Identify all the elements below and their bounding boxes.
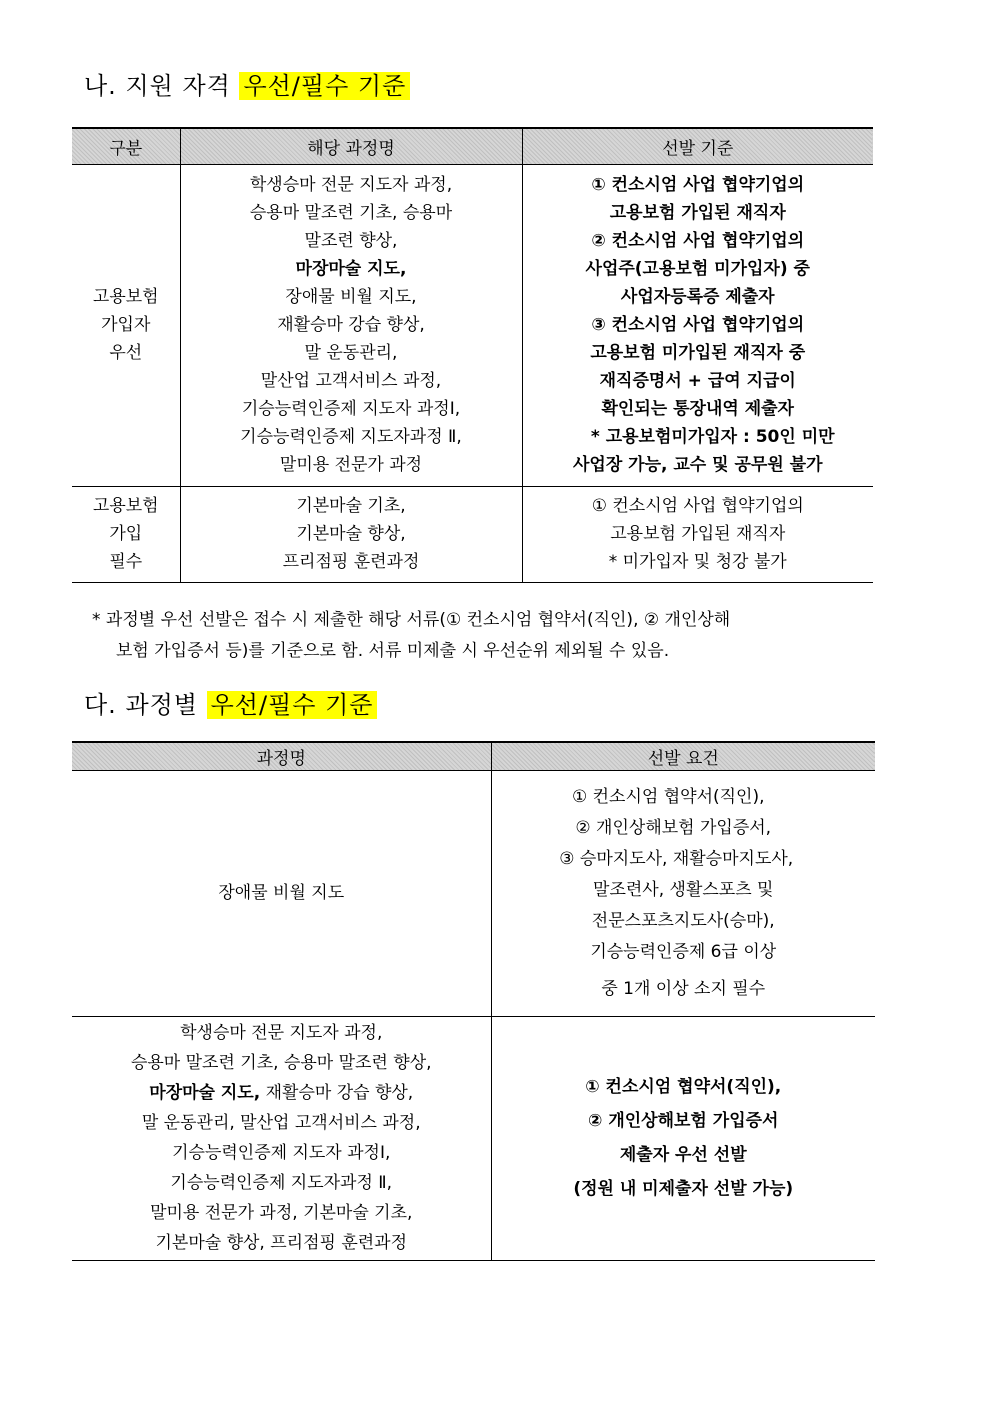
criteria-line: 사업주(고용보험 미가입자) 중 — [585, 259, 810, 279]
criteria-line: 재직증명서 + 급여 지급이 — [599, 371, 796, 391]
course-line — [72, 1198, 491, 1228]
category-line: 우선 — [109, 343, 143, 363]
course-line: 학생승마 전문 지도자 과정, — [249, 175, 453, 195]
note-line: 보험 가입증서 등)를 기준으로 함. 서류 미제출 시 우선순위 제외될 수 있음. — [116, 641, 670, 661]
requirement-line: 제출자 우선 선발 — [619, 1145, 747, 1165]
course-text: 말 운동관리, 말산업 고객서비스 과정, — [141, 1113, 421, 1133]
criteria-cell — [522, 164, 873, 486]
criteria-line: 고용보험 가입된 재직자 — [610, 524, 786, 544]
section-na-heading — [84, 66, 410, 101]
requirement-line: 전문스포츠지도사(승마), — [591, 910, 775, 931]
criteria-line: 고용보험 미가입된 재직자 중 — [590, 343, 806, 363]
course-line — [72, 1168, 491, 1198]
course-line: 말 운동관리, — [304, 343, 398, 363]
requirements-cell — [491, 1016, 875, 1260]
criteria-line: 사업장 가능, 교수 및 공무원 불가 — [572, 455, 823, 475]
category-line: 고용보험 — [92, 287, 159, 307]
note-line: * 과정별 우선 선발은 접수 시 제출한 해당 서류(① 컨소시엄 협약서(직인), ② 개인상해 — [92, 610, 731, 630]
category-cell — [72, 164, 180, 486]
category-line: 필수 — [109, 552, 143, 572]
course-line — [72, 1228, 491, 1258]
course-line: 장애물 비월 지도, — [285, 287, 417, 307]
criteria-line: 고용보험 가입된 재직자 — [609, 203, 786, 223]
requirement-line: ② 개인상해보험 가입증서 — [588, 1111, 779, 1131]
table-row — [72, 770, 875, 1016]
header-requirements: 선발 요건 — [491, 742, 875, 770]
course-line: 말산업 고객서비스 과정, — [260, 371, 442, 391]
category-line: 가입자 — [101, 315, 151, 335]
requirement-line: (정원 내 미제출자 선발 가능) — [573, 1179, 794, 1199]
course-list-cell — [72, 1016, 491, 1260]
criteria-line: ① 컨소시엄 사업 협약기업의 — [591, 175, 805, 195]
course-line — [72, 1108, 491, 1138]
eligibility-table — [72, 127, 873, 583]
category-line: 고용보험 — [92, 496, 159, 516]
course-line — [72, 1048, 491, 1078]
header-courses: 해당 과정명 — [180, 128, 522, 164]
course-line: 프리점핑 훈련과정 — [282, 552, 420, 572]
criteria-line: * 미가입자 및 청강 불가 — [608, 552, 787, 572]
criteria-line: 사업자등록증 제출자 — [620, 287, 775, 307]
course-text: 학생승마 전문 지도자 과정, — [180, 1023, 383, 1043]
criteria-line: * 고용보험미가입자 : 50인 미만 — [590, 427, 835, 447]
requirement-line: ③ 승마지도사, 재활승마지도사, — [559, 848, 794, 869]
course-text: 기승능력인증제 지도자과정 Ⅱ, — [170, 1173, 393, 1193]
requirement-line: 말조련사, 생활스포츠 및 — [593, 879, 774, 900]
course-line: 기승능력인증제 지도자과정 Ⅱ, — [240, 427, 462, 447]
eligibility-table-header — [72, 128, 873, 164]
criteria-line: 확인되는 통장내역 제출자 — [601, 399, 794, 419]
course-line: 재활승마 강습 향상, — [277, 315, 425, 335]
course-line: 말미용 전문가 과정 — [279, 455, 423, 475]
course-line: 기승능력인증제 지도자 과정Ⅰ, — [241, 399, 461, 419]
course-requirements-header — [72, 742, 875, 770]
criteria-line: ① 컨소시엄 사업 협약기업의 — [591, 496, 804, 516]
priority-note — [92, 605, 932, 667]
course-name-cell: 장애물 비월 지도 — [72, 770, 491, 1016]
courses-cell — [180, 486, 522, 582]
course-text: 말미용 전문가 과정, 기본마술 기초, — [150, 1203, 413, 1223]
section-da-prefix: 다. 과정별 — [84, 691, 207, 719]
requirement-line: 기승능력인증제 6급 이상 — [590, 941, 777, 962]
header-course-name: 과정명 — [72, 742, 491, 770]
course-text: 기승능력인증제 지도자 과정Ⅰ, — [172, 1143, 391, 1163]
courses-cell — [180, 164, 522, 486]
table-row — [72, 1016, 875, 1260]
course-line: 말조련 향상, — [304, 231, 398, 251]
criteria-cell — [522, 486, 873, 582]
requirements-cell — [491, 770, 875, 1016]
course-line — [72, 1018, 491, 1048]
category-line: 가입 — [109, 524, 143, 544]
section-da-heading — [84, 685, 377, 720]
requirement-line: ② 개인상해보험 가입증서, — [575, 817, 772, 838]
course-line — [72, 1078, 491, 1108]
header-criteria: 선발 기준 — [522, 128, 873, 164]
header-category: 구분 — [72, 128, 180, 164]
section-na-prefix: 나. 지원 자격 — [84, 72, 240, 100]
course-requirements-table — [72, 741, 875, 1261]
course-text: 재활승마 강습 향상, — [260, 1083, 414, 1103]
course-text: 마장마술 지도, — [149, 1083, 261, 1103]
requirement-line: 중 1개 이상 소지 필수 — [601, 978, 766, 999]
course-text: 승용마 말조련 기초, 승용마 말조련 향상, — [130, 1053, 432, 1073]
section-da-highlight: 우선/필수 기준 — [207, 691, 378, 719]
table-row — [72, 486, 873, 582]
course-line — [72, 1138, 491, 1168]
course-line: 승용마 말조련 기초, 승용마 — [249, 203, 453, 223]
course-line: 기본마술 기초, — [296, 496, 406, 516]
course-text: 기본마술 향상, 프리점핑 훈련과정 — [155, 1233, 408, 1253]
requirement-line: ① 컨소시엄 협약서(직인), — [571, 786, 765, 807]
criteria-line: ② 컨소시엄 사업 협약기업의 — [591, 231, 805, 251]
criteria-line: ③ 컨소시엄 사업 협약기업의 — [591, 315, 805, 335]
category-cell — [72, 486, 180, 582]
course-line: 기본마술 향상, — [296, 524, 406, 544]
table-row — [72, 164, 873, 486]
section-na-highlight: 우선/필수 기준 — [239, 72, 410, 100]
requirement-line: ① 컨소시엄 협약서(직인), — [585, 1077, 782, 1097]
course-line: 마장마술 지도, — [295, 259, 407, 279]
